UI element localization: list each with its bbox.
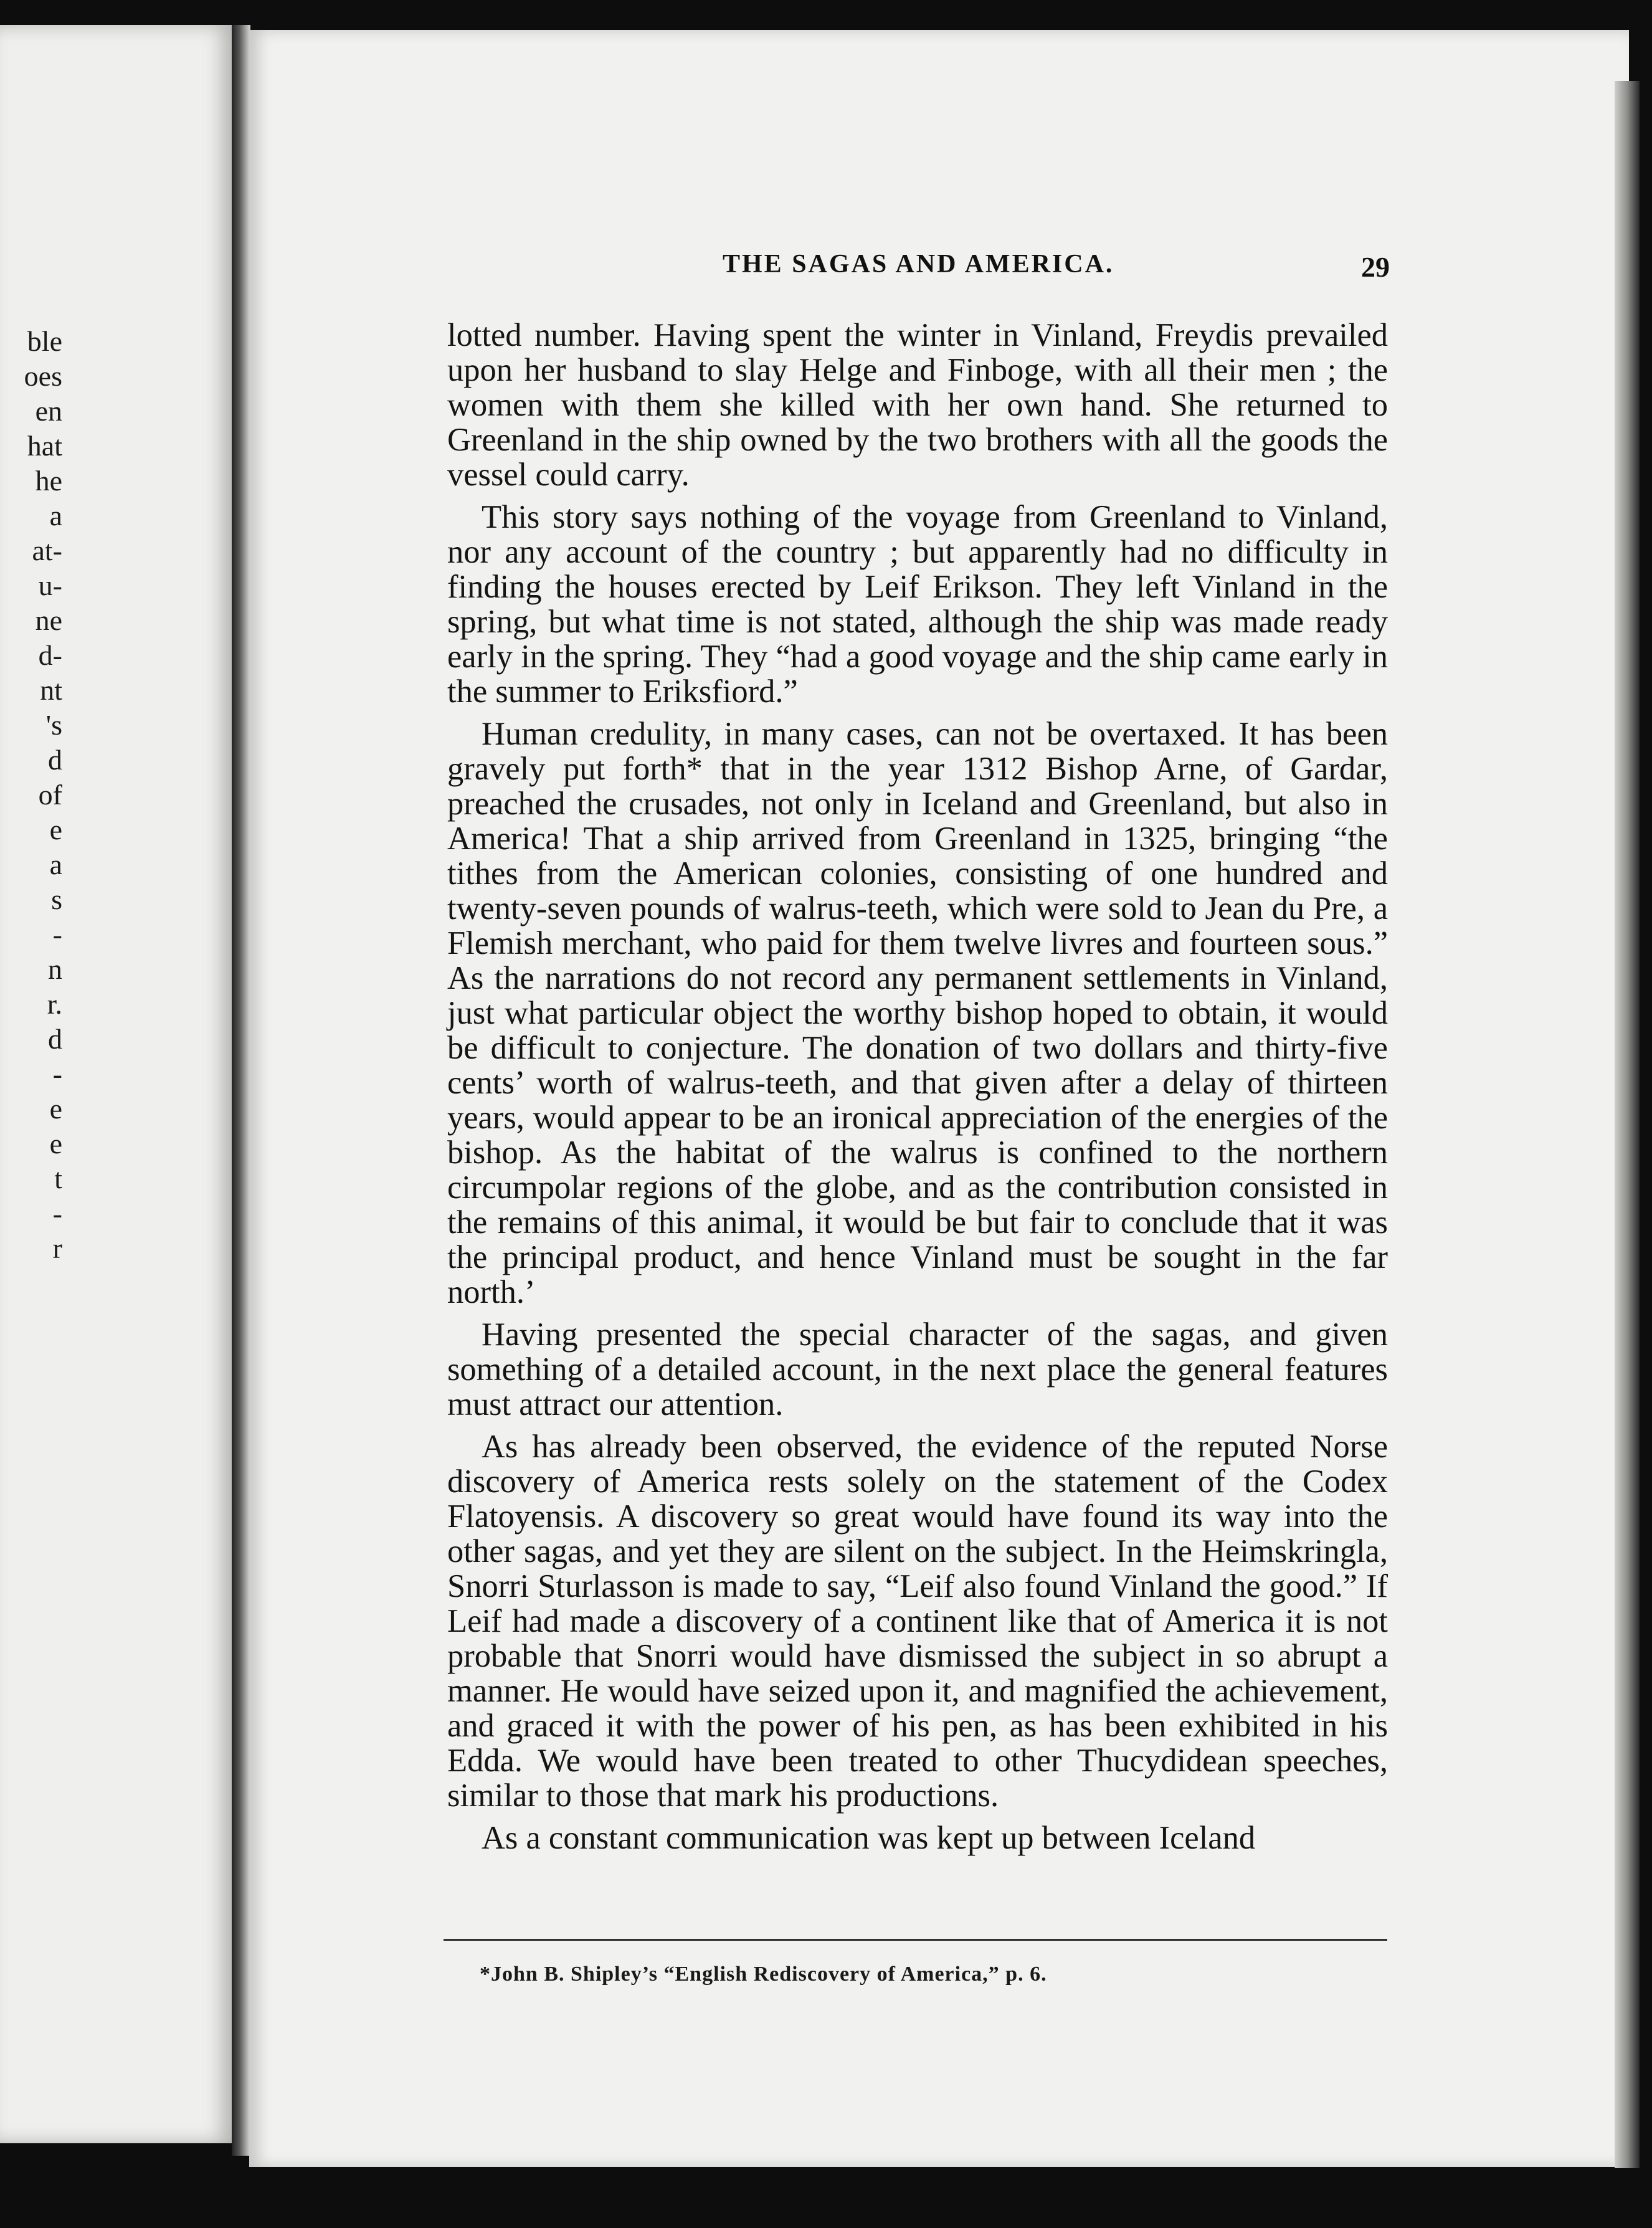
page-edge xyxy=(1615,81,1640,2168)
previous-page-text-fragments xyxy=(0,324,62,1266)
running-head: THE SAGAS AND AMERICA. xyxy=(723,250,1114,278)
previous-page-fragment: r xyxy=(52,1232,62,1264)
previous-page-fragment: d xyxy=(48,744,62,776)
previous-page-fragment: r. xyxy=(47,988,62,1020)
previous-page-fragment: a xyxy=(49,500,62,531)
page-number: 29 xyxy=(1361,251,1390,283)
previous-page-fragment: hat xyxy=(27,430,62,462)
previous-page-fragment: - xyxy=(52,918,62,950)
previous-page-fragment: n xyxy=(48,953,62,985)
previous-page-fragment: ne xyxy=(35,604,62,636)
footnote-rule xyxy=(444,1939,1387,1941)
paragraph-3: Human credulity, in many cases, can not be overtaxed. It has been gravely put forth* that in the year 1312 Bishop Arne, of Gardar, preached the crusades, not only in Iceland and Greenland, but also in America! That a ship arrived from Greenland in 1325, bringing “the tithes from the American colonies, consisting of one hundred and twenty-seven pounds of walrus-teeth, which were sold to Jean du Pre, a Flemish merchant, who paid for them twelve livres and fourteen sous.” As the narrations do not record any permanent settlements in Vinland, just what particular object the worthy bishop hoped to obtain, it would be difficult to conjecture. The donation of two dollars and thirty-five cents’ worth of walrus-teeth, and that given after a delay of thirteen years, would appear to be an ironical appreciation of the energies of the bishop. As the habitat of the walrus is confined to the northern circumpolar regions of the globe, and as the contribution consisted in the remains of this animal, it would be but fair to conclude that it was the principal product, and hence Vinland must be sought in the far north.’ xyxy=(447,716,1388,1310)
previous-page-fragment: d xyxy=(48,1023,62,1055)
previous-page-fragment: u- xyxy=(38,569,62,601)
footnote: *John B. Shipley’s “English Rediscovery of America,” p. 6. xyxy=(480,1963,1047,1986)
paragraph-1: lotted number. Having spent the winter in Vinland, Freydis prevailed upon her husband to slay Helge and Finboge, with all their men ; the women with them she killed with her own hand. She returned to Greenland in the ship owned by the two brothers with all the goods the vessel could carry. xyxy=(447,317,1388,493)
previous-page-fragment: of xyxy=(38,779,62,811)
previous-page-fragment: he xyxy=(35,465,62,497)
paragraph-4: Having presented the special character of the sagas, and given something of a detailed account, in the next place the general features must attract our attention. xyxy=(447,1316,1388,1422)
previous-page-fragment: e xyxy=(49,1128,62,1159)
previous-page-fragment: d- xyxy=(38,639,62,671)
previous-page-fragment: s xyxy=(51,883,62,915)
previous-page-fragment: t xyxy=(54,1163,62,1194)
previous-page-fragment: ble xyxy=(27,325,62,357)
body-text xyxy=(447,318,1388,1863)
previous-page-fragment: at- xyxy=(32,535,62,566)
previous-page-fragment: nt xyxy=(40,674,62,706)
paragraph-6: As a constant communication was kept up between Iceland xyxy=(482,1820,1256,1856)
previous-page-fragment: en xyxy=(35,395,62,427)
previous-page-fragment: oes xyxy=(24,360,62,392)
previous-page xyxy=(0,25,234,2143)
book-gutter xyxy=(232,25,250,2156)
previous-page-fragment: 's xyxy=(45,709,62,741)
paragraph-2: This story says nothing of the voyage from Greenland to Vinland, nor any account of the country ; but apparently had no difficulty in finding the houses erected by Leif Erikson. They left Vinland in the spring, but what time is not stated, although the ship was made ready early in the spring. They “had a good voyage and the ship came early in the summer to Eriksfiord.” xyxy=(447,499,1388,710)
previous-page-fragment: e xyxy=(49,1093,62,1125)
previous-page-fragment: - xyxy=(52,1058,62,1090)
paragraph-5: As has already been observed, the evidence of the reputed Norse discovery of America rests solely on the statement of the Codex Flatoyensis. A discovery so great would have found its way into the other sagas, and yet they are silent on the subject. In the Heimskringla, Snorri Sturlasson is made to say, “Leif also found Vinland the good.” If Leif had made a discovery of a continent like that of America it is not probable that Snorri would have dismissed the subject in so abrupt a manner. He would have seized upon it, and magnified the achievement, and graced it with the power of his pen, as has been exhibited in his Edda. We would have been treated to other Thucydidean speeches, similar to those that mark his productions. xyxy=(447,1429,1388,1814)
previous-page-fragment: a xyxy=(49,849,62,880)
previous-page-fragment: - xyxy=(52,1197,62,1229)
previous-page-fragment: e xyxy=(49,814,62,845)
